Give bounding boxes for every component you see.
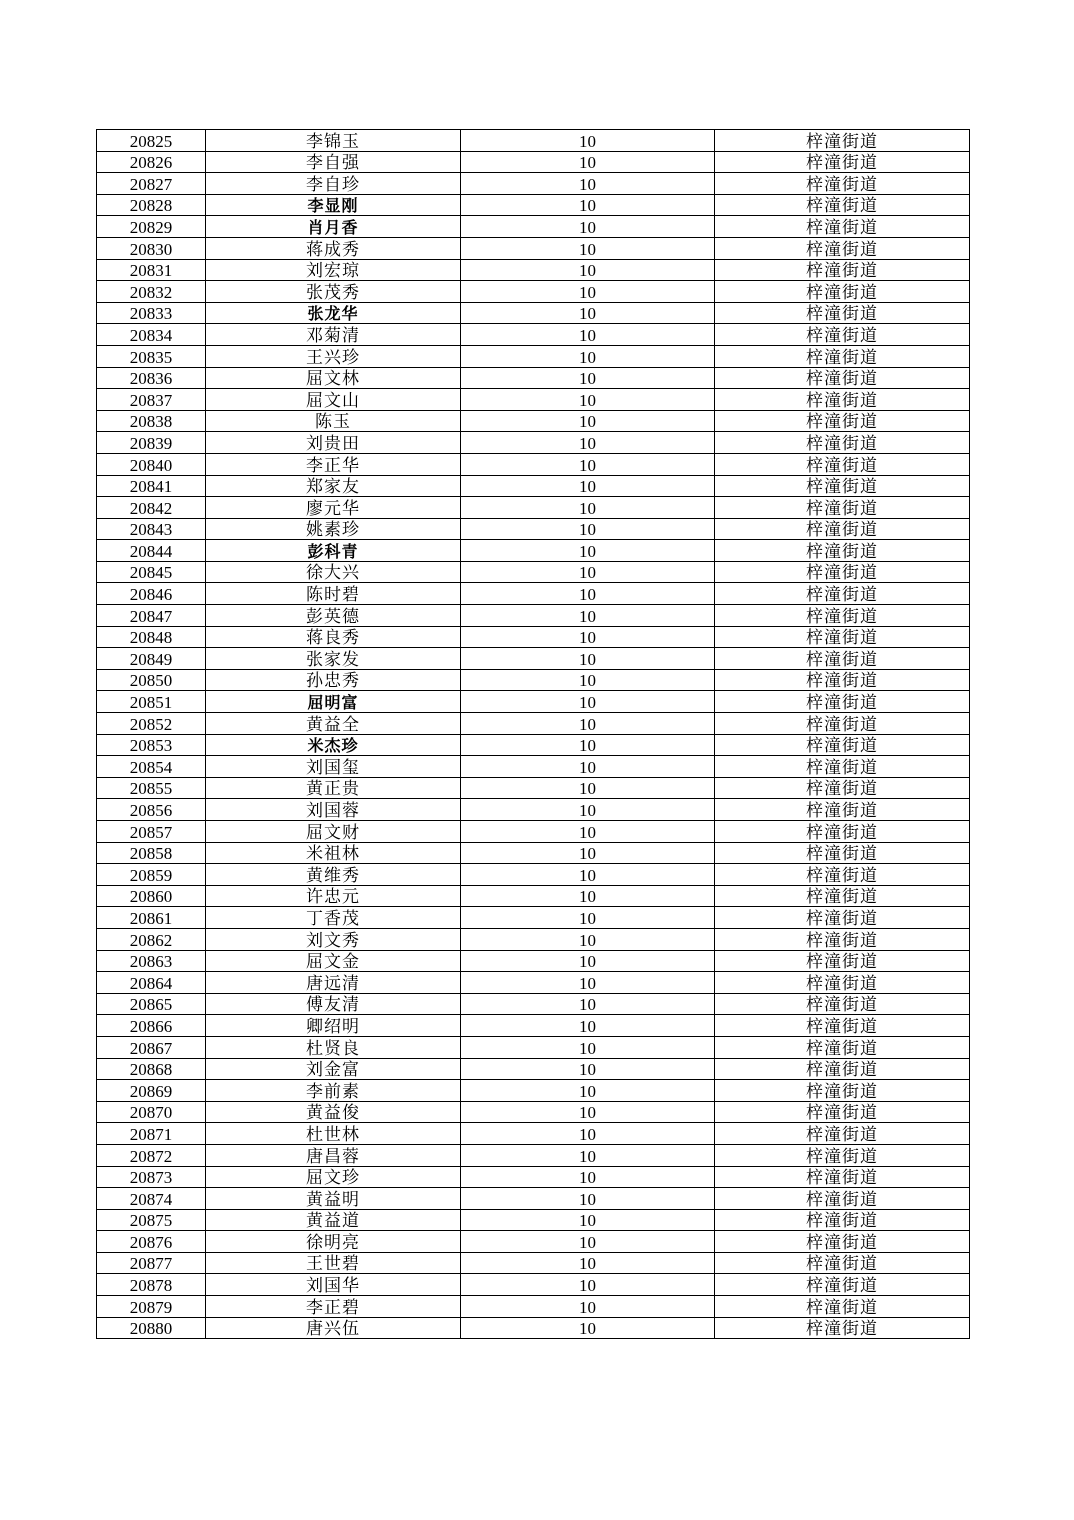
amount-cell: 10 [461,1317,715,1339]
amount-cell: 10 [461,885,715,907]
location-cell: 梓潼街道 [715,345,970,367]
amount-cell: 10 [461,1209,715,1231]
table-row [97,928,970,950]
table-row [97,799,970,821]
amount-cell: 10 [461,1296,715,1318]
amount-cell: 10 [461,1058,715,1080]
location-cell: 梓潼街道 [715,1231,970,1253]
id-cell: 20861 [97,907,206,929]
id-cell: 20858 [97,842,206,864]
location-cell: 梓潼街道 [715,216,970,238]
name-cell: 刘国华 [206,1274,461,1296]
id-cell: 20872 [97,1144,206,1166]
id-cell: 20853 [97,734,206,756]
location-cell: 梓潼街道 [715,432,970,454]
location-cell: 梓潼街道 [715,453,970,475]
amount-cell: 10 [461,216,715,238]
table-row [97,1231,970,1253]
amount-cell: 10 [461,1015,715,1037]
name-cell: 米杰珍 [206,734,461,756]
name-cell: 李自珍 [206,173,461,195]
id-cell: 20836 [97,367,206,389]
id-cell: 20870 [97,1101,206,1123]
location-cell: 梓潼街道 [715,1015,970,1037]
table-row [97,259,970,281]
amount-cell: 10 [461,799,715,821]
id-cell: 20876 [97,1231,206,1253]
table-row [97,907,970,929]
table-row [97,1252,970,1274]
location-cell: 梓潼街道 [715,1058,970,1080]
table-row [97,885,970,907]
table-row [97,864,970,886]
name-cell: 李显刚 [206,194,461,216]
location-cell: 梓潼街道 [715,518,970,540]
amount-cell: 10 [461,453,715,475]
table-row [97,648,970,670]
location-cell: 梓潼街道 [715,713,970,735]
location-cell: 梓潼街道 [715,324,970,346]
id-cell: 20857 [97,821,206,843]
location-cell: 梓潼街道 [715,281,970,303]
name-cell: 郑家友 [206,475,461,497]
amount-cell: 10 [461,842,715,864]
amount-cell: 10 [461,950,715,972]
table-row [97,1123,970,1145]
name-cell: 傅友清 [206,993,461,1015]
id-cell: 20852 [97,713,206,735]
id-cell: 20832 [97,281,206,303]
id-cell: 20860 [97,885,206,907]
amount-cell: 10 [461,302,715,324]
location-cell: 梓潼街道 [715,907,970,929]
id-cell: 20835 [97,345,206,367]
id-cell: 20878 [97,1274,206,1296]
table-row [97,1101,970,1123]
name-cell: 李自强 [206,151,461,173]
name-cell: 张龙华 [206,302,461,324]
id-cell: 20856 [97,799,206,821]
location-cell: 梓潼街道 [715,410,970,432]
name-cell: 张家发 [206,648,461,670]
table-row [97,626,970,648]
location-cell: 梓潼街道 [715,1166,970,1188]
name-cell: 王兴珍 [206,345,461,367]
location-cell: 梓潼街道 [715,173,970,195]
id-cell: 20847 [97,605,206,627]
location-cell: 梓潼街道 [715,194,970,216]
name-cell: 刘贵田 [206,432,461,454]
location-cell: 梓潼街道 [715,302,970,324]
table-row [97,777,970,799]
location-cell: 梓潼街道 [715,389,970,411]
table-row [97,713,970,735]
id-cell: 20854 [97,756,206,778]
name-cell: 徐明亮 [206,1231,461,1253]
amount-cell: 10 [461,605,715,627]
amount-cell: 10 [461,324,715,346]
name-cell: 屈文财 [206,821,461,843]
name-cell: 屈文珍 [206,1166,461,1188]
location-cell: 梓潼街道 [715,583,970,605]
name-cell: 李正华 [206,453,461,475]
id-cell: 20826 [97,151,206,173]
amount-cell: 10 [461,669,715,691]
name-cell: 杜贤良 [206,1036,461,1058]
table-row [97,1144,970,1166]
name-cell: 刘宏琼 [206,259,461,281]
id-cell: 20865 [97,993,206,1015]
location-cell: 梓潼街道 [715,648,970,670]
id-cell: 20877 [97,1252,206,1274]
name-cell: 彭科青 [206,540,461,562]
id-cell: 20867 [97,1036,206,1058]
amount-cell: 10 [461,389,715,411]
id-cell: 20862 [97,928,206,950]
amount-cell: 10 [461,626,715,648]
table-row [97,151,970,173]
name-cell: 徐大兴 [206,561,461,583]
id-cell: 20866 [97,1015,206,1037]
table-row [97,1080,970,1102]
id-cell: 20842 [97,497,206,519]
id-cell: 20880 [97,1317,206,1339]
amount-cell: 10 [461,713,715,735]
id-cell: 20863 [97,950,206,972]
amount-cell: 10 [461,475,715,497]
table-row [97,540,970,562]
amount-cell: 10 [461,691,715,713]
amount-cell: 10 [461,1274,715,1296]
name-cell: 屈文林 [206,367,461,389]
name-cell: 黄维秀 [206,864,461,886]
name-cell: 刘文秀 [206,928,461,950]
id-cell: 20831 [97,259,206,281]
name-cell: 黄益明 [206,1188,461,1210]
location-cell: 梓潼街道 [715,626,970,648]
table-row [97,497,970,519]
table-row [97,821,970,843]
table-row [97,756,970,778]
amount-cell: 10 [461,1080,715,1102]
table-row [97,1036,970,1058]
location-cell: 梓潼街道 [715,151,970,173]
amount-cell: 10 [461,821,715,843]
name-cell: 彭英德 [206,605,461,627]
amount-cell: 10 [461,972,715,994]
table-row [97,432,970,454]
id-cell: 20873 [97,1166,206,1188]
amount-cell: 10 [461,173,715,195]
location-cell: 梓潼街道 [715,799,970,821]
table-row [97,1209,970,1231]
table-row [97,561,970,583]
table-row [97,1015,970,1037]
table-row [97,475,970,497]
table-row [97,1296,970,1318]
table-row [97,389,970,411]
name-cell: 刘金富 [206,1058,461,1080]
name-cell: 肖月香 [206,216,461,238]
name-cell: 唐远清 [206,972,461,994]
id-cell: 20845 [97,561,206,583]
amount-cell: 10 [461,367,715,389]
table-row [97,518,970,540]
table-row [97,1317,970,1339]
id-cell: 20869 [97,1080,206,1102]
location-cell: 梓潼街道 [715,669,970,691]
id-cell: 20838 [97,410,206,432]
name-cell: 刘国蓉 [206,799,461,821]
id-cell: 20855 [97,777,206,799]
amount-cell: 10 [461,907,715,929]
table-row [97,302,970,324]
amount-cell: 10 [461,194,715,216]
amount-cell: 10 [461,1252,715,1274]
id-cell: 20827 [97,173,206,195]
id-cell: 20840 [97,453,206,475]
location-cell: 梓潼街道 [715,1274,970,1296]
amount-cell: 10 [461,259,715,281]
location-cell: 梓潼街道 [715,950,970,972]
id-cell: 20843 [97,518,206,540]
name-cell: 王世碧 [206,1252,461,1274]
amount-cell: 10 [461,518,715,540]
amount-cell: 10 [461,432,715,454]
table-row [97,173,970,195]
table-row [97,669,970,691]
table-row [97,216,970,238]
location-cell: 梓潼街道 [715,993,970,1015]
table-row [97,130,970,152]
amount-cell: 10 [461,648,715,670]
location-cell: 梓潼街道 [715,821,970,843]
id-cell: 20875 [97,1209,206,1231]
location-cell: 梓潼街道 [715,842,970,864]
name-cell: 许忠元 [206,885,461,907]
id-cell: 20833 [97,302,206,324]
name-cell: 陈玉 [206,410,461,432]
name-cell: 李前素 [206,1080,461,1102]
id-cell: 20874 [97,1188,206,1210]
location-cell: 梓潼街道 [715,1296,970,1318]
name-cell: 李锦玉 [206,130,461,152]
amount-cell: 10 [461,777,715,799]
table-row [97,950,970,972]
id-cell: 20837 [97,389,206,411]
amount-cell: 10 [461,1188,715,1210]
amount-cell: 10 [461,497,715,519]
table-row [97,324,970,346]
name-cell: 屈文山 [206,389,461,411]
name-cell: 黄正贵 [206,777,461,799]
table-row [97,972,970,994]
table-row [97,734,970,756]
name-cell: 唐兴伍 [206,1317,461,1339]
id-cell: 20864 [97,972,206,994]
amount-cell: 10 [461,281,715,303]
table-row [97,453,970,475]
amount-cell: 10 [461,993,715,1015]
location-cell: 梓潼街道 [715,561,970,583]
amount-cell: 10 [461,1101,715,1123]
amount-cell: 10 [461,540,715,562]
table-row [97,691,970,713]
amount-cell: 10 [461,561,715,583]
table-row [97,1188,970,1210]
name-cell: 唐昌蓉 [206,1144,461,1166]
name-cell: 屈文金 [206,950,461,972]
id-cell: 20828 [97,194,206,216]
table-row [97,993,970,1015]
id-cell: 20846 [97,583,206,605]
amount-cell: 10 [461,1144,715,1166]
id-cell: 20879 [97,1296,206,1318]
name-cell: 卿绍明 [206,1015,461,1037]
location-cell: 梓潼街道 [715,497,970,519]
location-cell: 梓潼街道 [715,1123,970,1145]
table-row [97,842,970,864]
amount-cell: 10 [461,345,715,367]
name-cell: 孙忠秀 [206,669,461,691]
name-cell: 杜世林 [206,1123,461,1145]
id-cell: 20859 [97,864,206,886]
name-cell: 张茂秀 [206,281,461,303]
location-cell: 梓潼街道 [715,237,970,259]
amount-cell: 10 [461,928,715,950]
table-row [97,605,970,627]
name-cell: 黄益全 [206,713,461,735]
table-row [97,1058,970,1080]
amount-cell: 10 [461,1123,715,1145]
table-row [97,1274,970,1296]
id-cell: 20848 [97,626,206,648]
table-row [97,410,970,432]
location-cell: 梓潼街道 [715,540,970,562]
table-row [97,1166,970,1188]
location-cell: 梓潼街道 [715,972,970,994]
location-cell: 梓潼街道 [715,1317,970,1339]
location-cell: 梓潼街道 [715,1252,970,1274]
location-cell: 梓潼街道 [715,928,970,950]
table-row [97,194,970,216]
amount-cell: 10 [461,1231,715,1253]
id-cell: 20829 [97,216,206,238]
amount-cell: 10 [461,410,715,432]
table-row [97,345,970,367]
name-cell: 刘国玺 [206,756,461,778]
table-row [97,281,970,303]
location-cell: 梓潼街道 [715,734,970,756]
amount-cell: 10 [461,1166,715,1188]
location-cell: 梓潼街道 [715,864,970,886]
id-cell: 20850 [97,669,206,691]
name-cell: 姚素珍 [206,518,461,540]
location-cell: 梓潼街道 [715,1036,970,1058]
name-cell: 屈明富 [206,691,461,713]
amount-cell: 10 [461,756,715,778]
id-cell: 20871 [97,1123,206,1145]
table-row [97,583,970,605]
location-cell: 梓潼街道 [715,691,970,713]
location-cell: 梓潼街道 [715,130,970,152]
name-cell: 米祖林 [206,842,461,864]
id-cell: 20825 [97,130,206,152]
id-cell: 20839 [97,432,206,454]
location-cell: 梓潼街道 [715,1144,970,1166]
name-cell: 蒋成秀 [206,237,461,259]
location-cell: 梓潼街道 [715,1101,970,1123]
amount-cell: 10 [461,130,715,152]
name-cell: 丁香茂 [206,907,461,929]
location-cell: 梓潼街道 [715,885,970,907]
name-cell: 蒋良秀 [206,626,461,648]
name-cell: 廖元华 [206,497,461,519]
amount-cell: 10 [461,583,715,605]
location-cell: 梓潼街道 [715,475,970,497]
location-cell: 梓潼街道 [715,756,970,778]
name-cell: 李正碧 [206,1296,461,1318]
table-row [97,237,970,259]
table-row [97,367,970,389]
id-cell: 20849 [97,648,206,670]
id-cell: 20841 [97,475,206,497]
table-body [97,130,970,1339]
amount-cell: 10 [461,734,715,756]
id-cell: 20868 [97,1058,206,1080]
name-cell: 陈时碧 [206,583,461,605]
location-cell: 梓潼街道 [715,777,970,799]
amount-cell: 10 [461,151,715,173]
id-cell: 20844 [97,540,206,562]
location-cell: 梓潼街道 [715,1209,970,1231]
name-cell: 邓菊清 [206,324,461,346]
id-cell: 20834 [97,324,206,346]
data-table [96,129,970,1339]
location-cell: 梓潼街道 [715,367,970,389]
name-cell: 黄益俊 [206,1101,461,1123]
id-cell: 20851 [97,691,206,713]
location-cell: 梓潼街道 [715,605,970,627]
location-cell: 梓潼街道 [715,1188,970,1210]
location-cell: 梓潼街道 [715,259,970,281]
amount-cell: 10 [461,237,715,259]
amount-cell: 10 [461,1036,715,1058]
location-cell: 梓潼街道 [715,1080,970,1102]
name-cell: 黄益道 [206,1209,461,1231]
amount-cell: 10 [461,864,715,886]
id-cell: 20830 [97,237,206,259]
